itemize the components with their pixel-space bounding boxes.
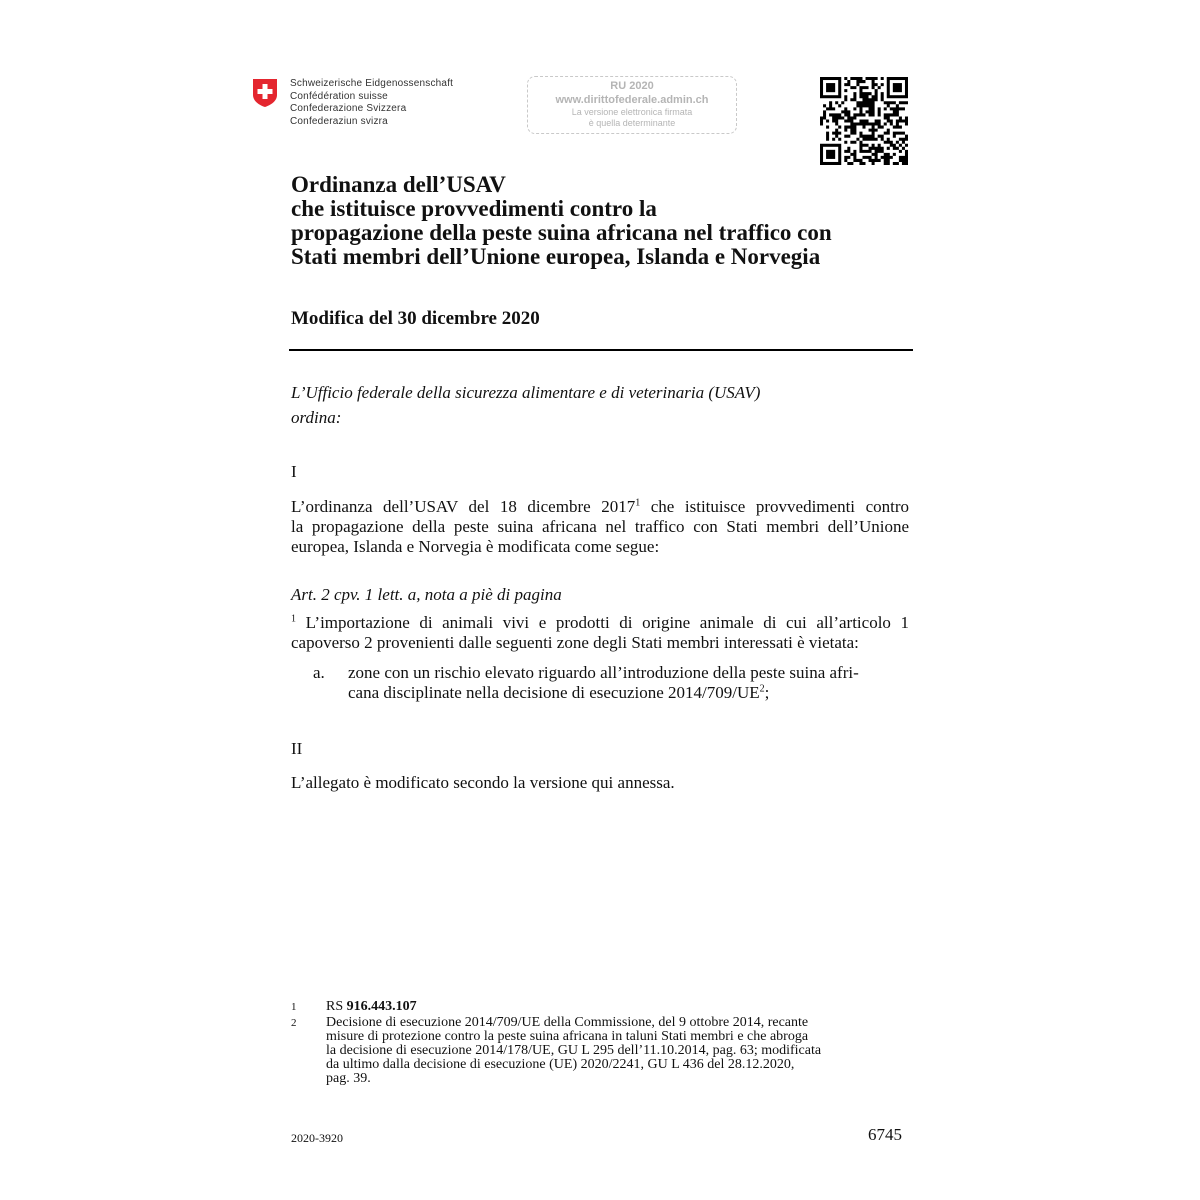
stamp-line-3: La versione elettronica firmata	[571, 107, 693, 117]
stamp-line-4: è quella determinante	[588, 118, 676, 128]
preamble-line: ordina:	[291, 408, 342, 427]
page-number: 6745	[868, 1125, 902, 1144]
footnote-line: la decisione di esecuzione 2014/178/UE, GU L 295 dell’11.10.2014, pag. 63; modificata	[326, 1043, 822, 1058]
document-subtitle: Modifica del 30 dicembre 2020	[291, 308, 540, 329]
paragraph-line: la propagazione della peste suina africana nel traffico con Stati membri dell’Unione	[291, 517, 909, 536]
title-line: propagazione della peste suina africana nel traffico con	[291, 220, 832, 245]
sr-number-link[interactable]: 916.443.107	[346, 999, 417, 1014]
list-item-line	[348, 683, 909, 703]
annex-paragraph: L’allegato è modificato secondo la versione qui annessa.	[291, 773, 675, 792]
footnote-line: pag. 39.	[326, 1071, 371, 1086]
footnote-number: 2	[291, 1017, 297, 1029]
paragraph-text: che istituisce provvedimenti contro	[640, 497, 909, 516]
paragraph-text: L’ordinanza dell’USAV del 18 dicembre 2017	[291, 497, 636, 516]
document-title	[291, 173, 911, 269]
confed-name-de: Schweizerische Eidgenossenschaft	[290, 78, 454, 89]
paragraph-number: 1	[291, 613, 296, 625]
footnote-body	[326, 1016, 886, 1086]
paragraph-line: europea, Islanda e Norvegia è modificata come segue:	[291, 537, 660, 556]
title-line: Ordinanza dell’USAV	[291, 172, 506, 197]
confed-name-rm: Confederaziun svizra	[290, 115, 388, 127]
footnote-line: misure di protezione contro la peste suina africana in taluni Stati membri e che abroga	[326, 1029, 809, 1044]
title-line: che istituisce provvedimenti contro la	[291, 196, 657, 221]
title-line: Stati membri dell’Unione europea, Islanda e Norvegia	[291, 244, 821, 269]
stamp-line-1: RU 2020	[610, 80, 654, 92]
article-text: L’importazione di animali vivi e prodotti di origine animale di cui all’articolo 1 capoverso 2 provenienti dalle seguenti zone degli Stati membri interessati è vietata:	[291, 613, 909, 652]
footnote-prefix: RS	[326, 999, 347, 1014]
confed-name-it: Confederazione Svizzera	[290, 103, 407, 114]
list-item-label: a.	[313, 663, 325, 682]
footnote-number: 1	[291, 1001, 297, 1013]
footnote-ref-2[interactable]: 2	[759, 683, 765, 695]
list-item-line: zone con un rischio elevato riguardo all’introduzione della peste suina afri-	[348, 663, 859, 682]
title-divider	[289, 349, 913, 351]
amendment-paragraph	[291, 497, 909, 557]
preamble-line: L’Ufficio federale della sicurezza alimentare e di veterinaria (USAV)	[291, 383, 761, 402]
preamble	[291, 380, 911, 430]
article-heading: Art. 2 cpv. 1 lett. a, nota a piè di pagina	[291, 585, 562, 604]
footnote-line: da ultimo dalla decisione di esecuzione (UE) 2020/2241, GU L 436 del 28.12.2020,	[326, 1057, 795, 1072]
article-paragraph	[291, 613, 909, 653]
list-item-body	[348, 663, 909, 703]
confed-name-fr: Confédération suisse	[290, 90, 388, 102]
swiss-cross-icon	[252, 78, 278, 108]
stamp-url[interactable]: www.dirittofederale.admin.ch	[555, 94, 709, 106]
section-heading-2: II	[291, 739, 303, 758]
list-item-text: cana disciplinate nella decisione di esecuzione 2014/709/UE	[348, 683, 760, 702]
section-heading-1: I	[291, 462, 297, 481]
qr-code-icon[interactable]	[820, 77, 908, 165]
footnote-line: Decisione di esecuzione 2014/709/UE della Commissione, del 9 ottobre 2014, recante	[326, 1015, 809, 1030]
paragraph-line	[291, 497, 909, 517]
footnote-body	[326, 1000, 886, 1014]
list-item-end: ;	[764, 683, 770, 702]
document-code: 2020-3920	[291, 1131, 343, 1145]
confederation-names	[290, 78, 453, 128]
official-stamp	[527, 76, 737, 134]
footnote-ref-1[interactable]: 1	[635, 497, 641, 509]
